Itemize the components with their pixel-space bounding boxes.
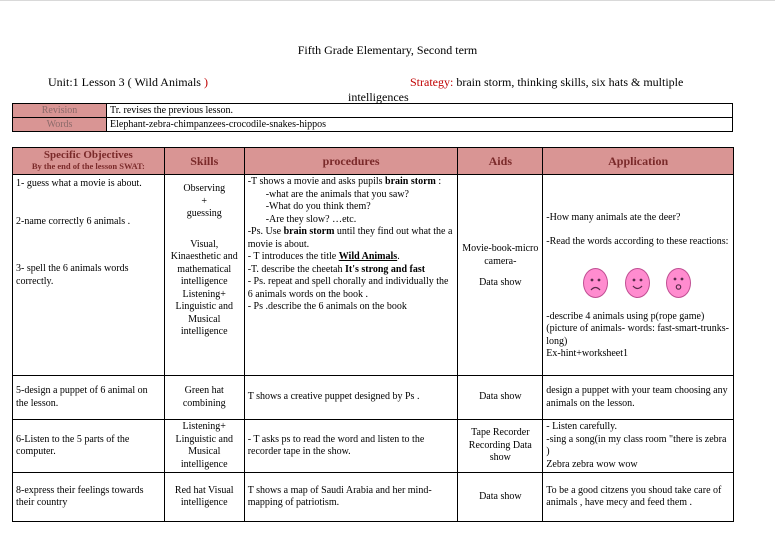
- procedure-1: -T shows a movie and asks pupils brain storm :: [247, 176, 442, 187]
- aid-puppet: Data show: [458, 376, 543, 420]
- skill-guessing: guessing: [186, 208, 222, 219]
- procedure-map: T shows a map of Saudi Arabia and her mind- mapping of patriotism.: [244, 473, 458, 522]
- objective-8: 8-express their feelings towards their country: [13, 473, 165, 522]
- unit-paren: ): [203, 75, 208, 89]
- procedures-cell: [244, 175, 458, 376]
- table-row: [13, 376, 734, 420]
- revision-row: [13, 104, 733, 118]
- application-3: -describe 4 animals using p(rope game) (picture of animals- words: fast-smart-trunks-long): [546, 310, 729, 347]
- skill-intelligences: Visual, Kinaesthetic and mathematical intelligence Listening+ Linguistic and Musical intelligence: [170, 238, 238, 337]
- table-row: [13, 175, 734, 376]
- objective-6: 6-Listen to the 5 parts of the computer.: [13, 420, 165, 473]
- page-top-border: [0, 0, 775, 7]
- words-label: Words: [13, 118, 107, 132]
- surprised-face-icon: [666, 268, 691, 298]
- revision-label: Revision: [13, 104, 107, 118]
- procedure-listen: - T asks ps to read the word and listen to the recorder tape in the show.: [244, 420, 458, 473]
- procedure-5: -Ps. Use brain storm until they find out what the a movie is about.: [247, 226, 453, 250]
- lesson-plan-table: [12, 147, 734, 522]
- header-application: Application: [543, 148, 734, 175]
- application-2: -Read the words according to these reactions:: [546, 235, 729, 247]
- revision-text: Tr. revises the previous lesson.: [107, 104, 733, 118]
- procedure-4: -Are they slow? …etc.: [265, 213, 357, 225]
- application-citizens: To be a good citzens you shoud take care of animals , have mecy and feed them .: [543, 473, 734, 522]
- procedure-3: -What do you think them?: [265, 201, 371, 212]
- objective-2: 2-name correctly 6 animals .: [16, 215, 131, 227]
- application-puppet: design a puppet with your team choosing any animals on the lesson.: [543, 376, 734, 420]
- unit-label: Unit:1 Lesson 3 ( Wild Animals: [48, 75, 201, 89]
- table-row: [13, 473, 734, 522]
- procedure-9: - Ps .describe the 6 animals on the book: [247, 301, 407, 312]
- header-procedures: procedures: [244, 148, 458, 175]
- header-objectives-sub: By the end of the lesson SWAT:: [31, 161, 145, 171]
- strategy-label: Strategy:: [410, 75, 454, 89]
- aid-movie: Movie-book-micro camera-: [462, 243, 539, 267]
- procedure-6: - T introduces the title Wild Animals.: [247, 251, 400, 262]
- skill-green-hat: Green hat combining: [164, 376, 244, 420]
- revision-table: [12, 103, 733, 132]
- skill-plus: +: [201, 195, 208, 207]
- reaction-faces: [576, 268, 730, 303]
- header-aids: Aids: [458, 148, 543, 175]
- words-row: [13, 118, 733, 132]
- aid-tape: Tape Recorder Recording Data show: [458, 420, 543, 473]
- objective-1: 1- guess what a movie is about.: [16, 178, 142, 189]
- aid-map: Data show: [458, 473, 543, 522]
- aid-data-show: Data show: [479, 277, 522, 288]
- header-objectives: Specific Objectives By the end of the lesson SWAT:: [13, 148, 165, 175]
- strategy-text: brain storm, thinking skills, six hats & multiple: [456, 75, 684, 89]
- happy-face-icon: [625, 268, 650, 298]
- strategy-continuation: intelligences: [348, 90, 409, 104]
- procedure-7: -T. describe the cheetah It's strong and fast: [247, 263, 426, 275]
- skill-red-hat: Red hat Visual intelligence: [164, 473, 244, 522]
- table-row: [13, 420, 734, 473]
- aids-cell: [458, 175, 543, 376]
- strategy: [348, 75, 750, 105]
- application-listen-3: Zebra zebra wow wow: [546, 458, 638, 470]
- skill-observing: Observing: [183, 183, 226, 194]
- procedure-2: -what are the animals that you saw?: [265, 188, 409, 200]
- procedure-8: - Ps. repeat and spell chorally and individually the 6 animals words on the book .: [247, 276, 449, 300]
- application-listen-1: - Listen carefully.: [546, 421, 617, 432]
- sad-face-icon: [583, 268, 608, 298]
- objectives-cell: [13, 175, 165, 376]
- skills-cell: [164, 175, 244, 376]
- application-1: -How many animals ate the deer?: [546, 212, 681, 223]
- unit-lesson: [48, 75, 208, 90]
- skill-listening: Listening+ Linguistic and Musical intelligence: [164, 420, 244, 473]
- header-row: [13, 148, 734, 175]
- page-title: Fifth Grade Elementary, Second term: [297, 43, 478, 57]
- words-text: Elephant-zebra-chimpanzees-crocodile-snakes-hippos: [107, 118, 733, 132]
- application-listen: [543, 420, 734, 473]
- application-4: Ex-hint+worksheet1: [546, 348, 628, 359]
- procedure-puppet: T shows a creative puppet designed by Ps .: [244, 376, 458, 420]
- header-skills: Skills: [164, 148, 244, 175]
- objective-5: 5-design a puppet of 6 animal on the lesson.: [13, 376, 165, 420]
- objective-3: 3- spell the 6 animals words correctly.: [16, 263, 129, 287]
- application-listen-2: -sing a song(in my class room "there is zebra ): [546, 433, 727, 457]
- application-cell: [543, 175, 734, 376]
